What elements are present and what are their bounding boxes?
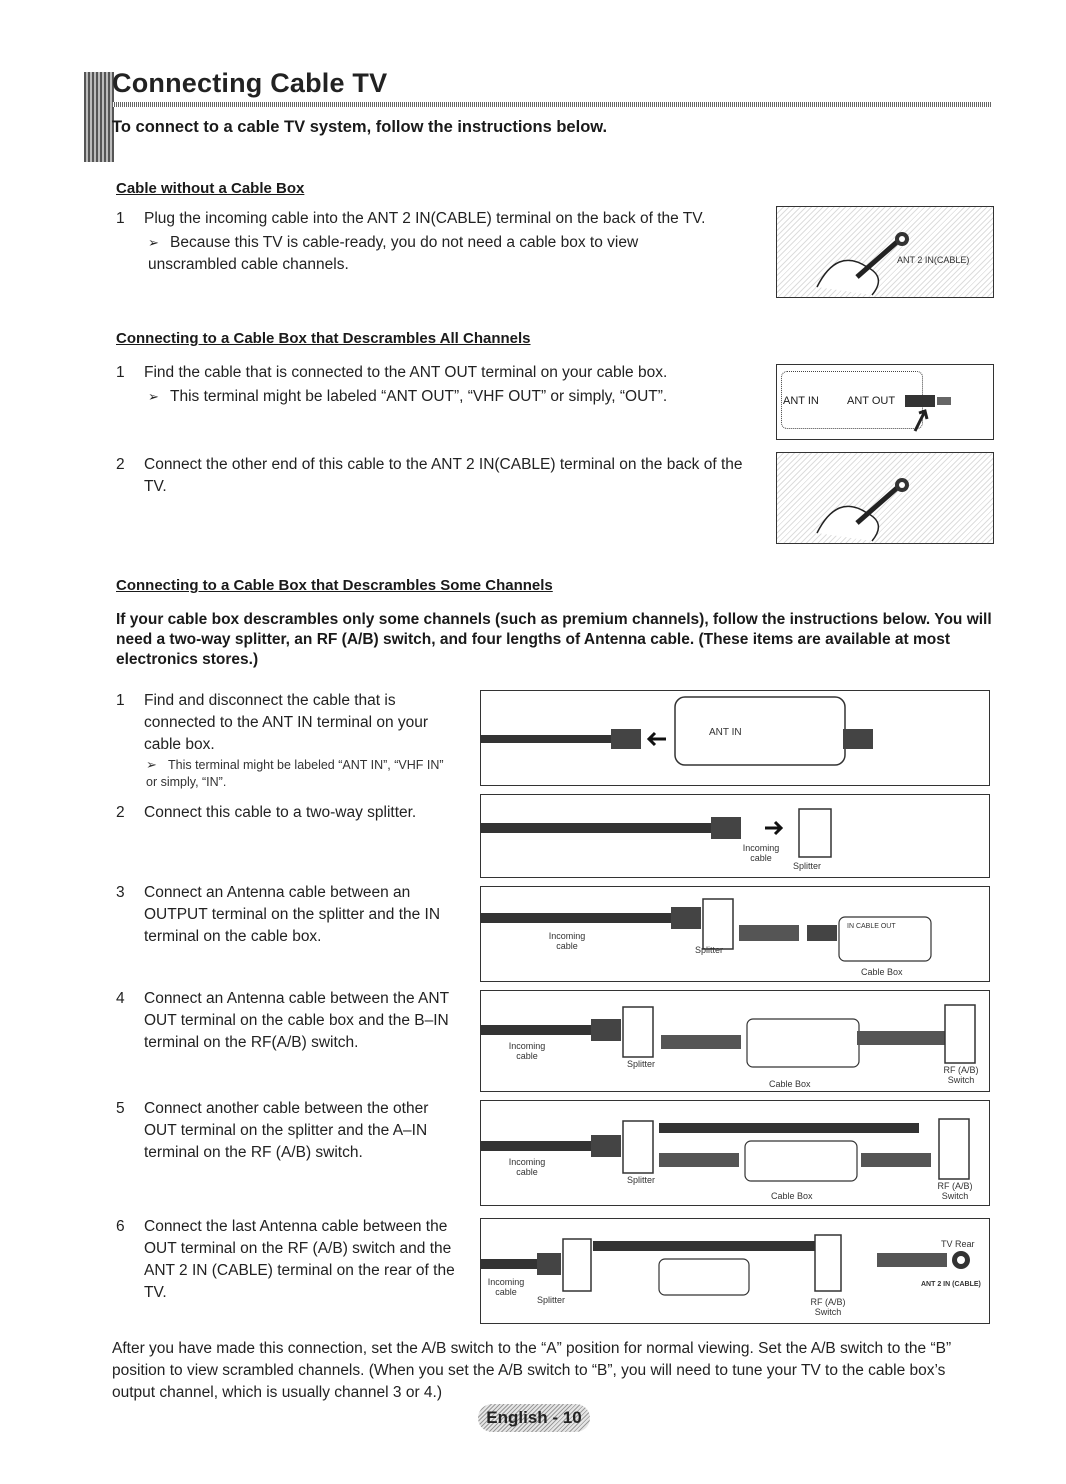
cable-box-label: Cable Box	[769, 1079, 811, 1089]
rf-switch-label: RF (A/B) Switch	[937, 1181, 973, 1201]
s2-step-1: 1 Find the cable that is connected to the ANT OUT terminal on your cable box.	[116, 364, 668, 381]
incoming-cable-label: Incoming cable	[742, 843, 780, 863]
ant-out-label: ANT OUT	[847, 395, 896, 407]
tv-jack-diagram-1	[776, 206, 994, 298]
ant-in-label: ANT IN	[783, 395, 819, 407]
incoming-cable-label: Incoming cable	[508, 1157, 546, 1177]
s3-step-2: 2 Connect this cable to a two-way splitter.	[116, 804, 417, 821]
splitter-label: Splitter	[627, 1175, 656, 1185]
rf-switch-label: RF (A/B) Switch	[943, 1065, 979, 1085]
s3-step-4: 4 Connect an Antenna cable between the ANT OUT terminal on the cable box and the B–IN terminal on the RF(A/B) switch.	[116, 990, 449, 1051]
tv-rear-label: TV Rear	[941, 1239, 975, 1249]
title-rule	[112, 102, 992, 107]
diagram-rf-switch-b	[480, 990, 990, 1092]
tv-rear-wiring	[481, 1219, 989, 1323]
splitter-label: Splitter	[537, 1295, 566, 1305]
diagram-splitter-box	[480, 886, 990, 982]
note-arrow-icon: ➢	[148, 389, 159, 404]
section-heading-no-box: Cable without a Cable Box	[116, 180, 305, 197]
diagram-rf-switch-a	[480, 1100, 990, 1206]
s3-intro: If your cable box descrambles only some channels (such as premium channels), follow the instructions below. You will need a two-way splitter, an RF (A/B) switch, and four lengths of Antenna cable. (These items are available at most electronics stores.)	[116, 611, 992, 668]
splitter-label: Splitter	[627, 1059, 656, 1069]
s3-step-1-note: ➢ This terminal might be labeled “ANT IN”, “VHF IN” or simply, “IN”.	[146, 757, 444, 789]
splitter-wiring	[481, 795, 989, 877]
ant2-label: ANT 2 IN(CABLE)	[897, 255, 970, 265]
incoming-cable-label: Incoming cable	[548, 931, 586, 951]
hand-cable-illustration	[777, 207, 993, 297]
diagram-splitter	[480, 794, 990, 878]
page-number-badge: English - 10	[478, 1404, 590, 1432]
s3-step-1: 1 Find and disconnect the cable that is connected to the ANT IN terminal on your cable box.	[116, 692, 429, 753]
ant2-label: ANT 2 IN (CABLE)	[921, 1281, 981, 1288]
s3-step-5: 5 Connect another cable between the other OUT terminal on the splitter and the A–IN terminal on the RF (A/B) switch.	[116, 1100, 429, 1161]
rf-switch-label: RF (A/B) Switch	[810, 1297, 846, 1317]
note-arrow-icon: ➢	[146, 757, 157, 772]
splitter-label: Splitter	[695, 945, 724, 955]
cable-plug-icon	[905, 391, 985, 437]
s3-step-3: 3 Connect an Antenna cable between an OUTPUT terminal on the splitter and the IN terminal on the cable box.	[116, 884, 441, 945]
section-heading-some-channels: Connecting to a Cable Box that Descrambles Some Channels	[116, 577, 553, 594]
hand-cable-illustration	[777, 453, 993, 543]
cable-box-diagram	[776, 364, 994, 440]
footer-note: After you have made this connection, set the A/B switch to the “A” position for normal viewing. Set the A/B switch to the “B” position to view scrambled channels. (When you set the A/B switch to “B”, you will need to tune your TV to the cable box’s output channel, which is usually channel 3 or 4.)	[112, 1340, 952, 1401]
splitter-label: Splitter	[793, 861, 822, 871]
ant-in-box-label: ANT IN	[709, 727, 742, 738]
diagram-ant-in	[480, 690, 990, 786]
diagram-tv-rear	[480, 1218, 990, 1324]
note-arrow-icon: ➢	[148, 235, 159, 250]
page-intro: To connect to a cable TV system, follow the instructions below.	[112, 118, 608, 136]
s1-note: ➢ Because this TV is cable-ready, you do not need a cable box to view unscrambled cable channels.	[148, 234, 639, 273]
incoming-cable-label: Incoming cable	[487, 1277, 525, 1297]
page-title: Connecting Cable TV	[112, 68, 388, 98]
tv-jack-diagram-2	[776, 452, 994, 544]
cable-box-label: Cable Box	[771, 1191, 813, 1201]
section-heading-all-channels: Connecting to a Cable Box that Descrambles All Channels	[116, 330, 531, 347]
s3-step-6: 6 Connect the last Antenna cable between the OUT terminal on the RF (A/B) switch and the ANT 2 IN (CABLE) terminal on the rear of the TV.	[116, 1218, 455, 1301]
s2-step-2: 2 Connect the other end of this cable to the ANT 2 IN(CABLE) terminal on the back of the TV.	[116, 456, 743, 495]
incoming-cable-label: Incoming cable	[508, 1041, 546, 1061]
ant-in-wiring	[481, 691, 989, 785]
rf-switch-a-wiring	[481, 1101, 989, 1205]
title-decoration	[84, 72, 114, 162]
cable-box-terminals: IN CABLE OUT	[847, 923, 896, 930]
cable-box-label: Cable Box	[861, 967, 903, 977]
s1-step-1: 1 Plug the incoming cable into the ANT 2 IN(CABLE) terminal on the back of the TV.	[116, 210, 706, 227]
rf-switch-b-wiring	[481, 991, 989, 1091]
s2-note: ➢ This terminal might be labeled “ANT OUT”, “VHF OUT” or simply, “OUT”.	[148, 386, 748, 408]
